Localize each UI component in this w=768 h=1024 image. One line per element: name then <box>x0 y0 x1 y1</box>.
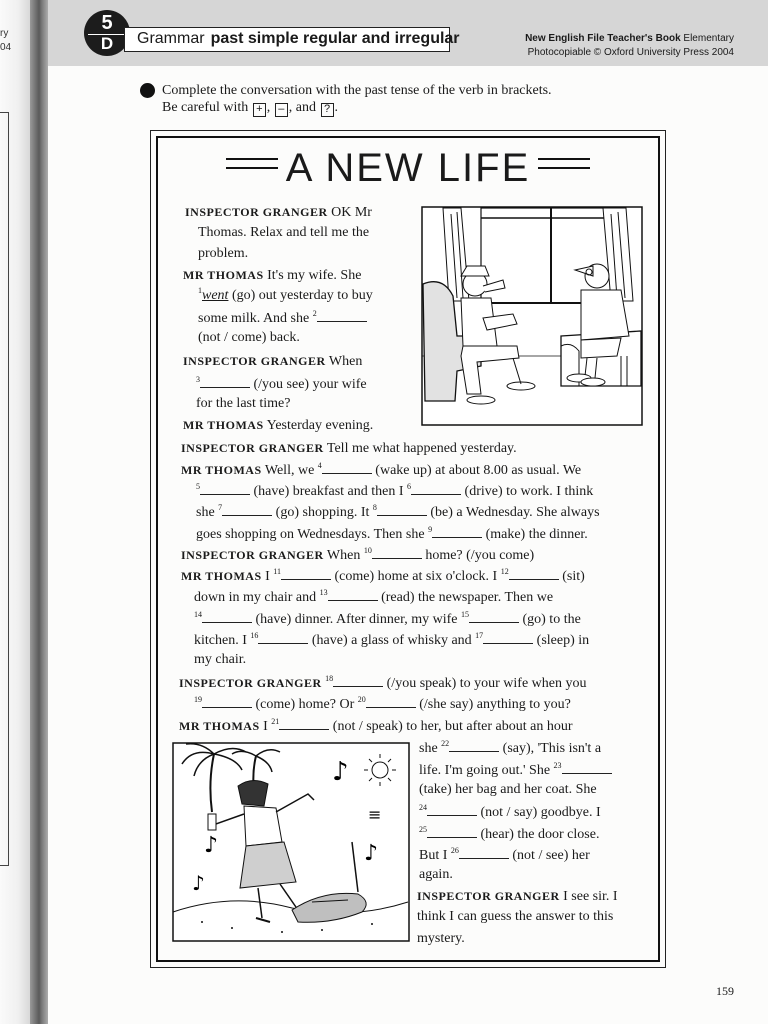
answer-blank[interactable] <box>202 609 252 623</box>
speaker-name: MR THOMAS <box>183 418 264 432</box>
answer-blank[interactable] <box>459 845 509 859</box>
story-line: some milk. And she $^2$ <box>198 308 367 328</box>
question-number: 5 <box>196 482 200 491</box>
grammar-label: Grammar <box>137 30 205 47</box>
story-line: my chair. <box>194 652 247 667</box>
page-number: 159 <box>716 984 734 998</box>
story-line: down in my chair and $^{13}$ (read) the newspaper. Then we <box>194 588 554 605</box>
example-answer: went <box>202 288 229 303</box>
answer-blank[interactable] <box>449 738 499 752</box>
story-line: Thomas. Relax and tell me the <box>198 225 370 240</box>
story-line: goes shopping on Wednesdays. Then she $^9$ (make) the dinner. <box>196 525 588 542</box>
question-symbol-icon: ? <box>321 103 334 117</box>
question-number: 24 <box>419 803 427 812</box>
book-gutter <box>30 0 50 1024</box>
answer-blank[interactable] <box>427 802 477 816</box>
answer-blank[interactable] <box>333 673 383 687</box>
question-number: 4 <box>317 461 322 470</box>
story-line: MR THOMAS Well, we $^4$ (wake up) at about 8.00 as usual. We <box>181 461 582 478</box>
question-number: 2 <box>312 309 317 318</box>
answer-blank[interactable] <box>366 694 416 708</box>
story-line: problem. <box>198 246 249 261</box>
question-number: 18 <box>325 674 334 683</box>
answer-blank[interactable] <box>222 502 272 516</box>
grammar-title-box <box>124 27 460 52</box>
title-rule-right <box>538 158 590 169</box>
question-number: 22 <box>441 739 450 748</box>
story-line: kitchen. I $^{16}$ (have) a glass of whisky and $^{17}$ (sleep) in <box>194 631 590 648</box>
question-number: 20 <box>357 695 366 704</box>
speaker-name: INSPECTOR GRANGER <box>181 548 324 562</box>
speaker-name: MR THOMAS <box>183 268 264 282</box>
story-line: she $^7$ (go) shopping. It $^8$ (be) a Wednesday. She always <box>196 503 600 520</box>
question-number: 25 <box>419 825 427 834</box>
story-line: But I $^{26}$ (not / see) her <box>419 846 590 863</box>
speaker-name: MR THOMAS <box>179 719 260 733</box>
story-line: MR THOMAS Yesterday evening. <box>183 418 374 433</box>
answer-blank[interactable] <box>328 587 378 601</box>
answer-blank[interactable] <box>427 824 477 838</box>
answer-blank[interactable] <box>469 609 519 623</box>
question-number: 21 <box>271 717 280 726</box>
speaker-name: MR THOMAS <box>181 569 262 583</box>
left-page-fragment: 04 <box>0 42 12 53</box>
question-number: 23 <box>553 761 562 770</box>
speaker-name: INSPECTOR GRANGER <box>185 205 328 219</box>
answer-blank[interactable] <box>322 460 372 474</box>
story-line: $^3$ (/you see) your wife <box>196 375 367 392</box>
speaker-name: INSPECTOR GRANGER <box>183 354 326 368</box>
question-number: 14 <box>194 610 202 619</box>
interview-illustration <box>421 206 643 426</box>
answer-blank[interactable] <box>562 760 612 774</box>
question-number: 15 <box>460 610 469 619</box>
story-line: INSPECTOR GRANGER Tell me what happened yesterday. <box>181 441 517 456</box>
answer-blank[interactable] <box>200 481 250 495</box>
island-illustration <box>172 742 410 942</box>
left-page-box <box>0 112 9 866</box>
question-number: 3 <box>196 375 200 384</box>
question-number: 7 <box>218 503 223 512</box>
svg-text:♪: ♪ <box>192 871 205 895</box>
question-number: 16 <box>250 631 259 640</box>
unit-letter: D <box>100 34 114 53</box>
question-number: 19 <box>194 695 202 704</box>
story-line: $^{19}$ (come) home? Or $^{20}$ (/she say) anything to you? <box>194 695 571 712</box>
question-number: 10 <box>363 546 372 555</box>
answer-blank[interactable] <box>432 524 482 538</box>
story-line: $^{14}$ (have) dinner. After dinner, my wife $^{15}$ (go) to the <box>194 610 581 627</box>
book-title: New English File Teacher's Book <box>525 33 681 44</box>
story-line: $^{24}$ (not / say) goodbye. I <box>419 803 601 820</box>
question-number: 26 <box>450 846 459 855</box>
question-number: 11 <box>273 567 281 576</box>
book-info <box>525 32 734 60</box>
instruction-line-1: Complete the conversation with the past tense of the verb in brackets. <box>162 83 552 98</box>
question-number: 12 <box>500 567 509 576</box>
story-line: MR THOMAS I $^{21}$ (not / speak) to her, but after about an hour <box>179 717 573 734</box>
story-line: mystery. <box>417 931 465 946</box>
story-line: think I can guess the answer to this <box>417 909 614 924</box>
svg-text:♪: ♪ <box>364 841 379 866</box>
book-level: Elementary <box>680 33 734 44</box>
story-title: A NEW LIFE <box>160 142 656 194</box>
story-line: INSPECTOR GRANGER When $^{10}$ home? (/you come) <box>181 546 535 563</box>
answer-blank[interactable] <box>372 545 422 559</box>
question-number: 6 <box>407 482 412 491</box>
grammar-topic: past simple regular and irregular <box>210 30 460 47</box>
svg-text:♪: ♪ <box>332 757 349 787</box>
story-line: MR THOMAS I $^{11}$ (come) home at six o'clock. I $^{12}$ (sit) <box>181 567 585 584</box>
title-rule-left <box>226 158 278 169</box>
bullet-icon <box>140 83 155 98</box>
minus-symbol-icon: – <box>275 103 288 117</box>
speaker-name: INSPECTOR GRANGER <box>179 676 322 690</box>
answer-blank[interactable] <box>509 566 559 580</box>
svg-text:≡: ≡ <box>368 805 382 824</box>
answer-blank[interactable] <box>279 716 329 730</box>
story-line: $^5$ (have) breakfast and then I $^6$ (drive) to work. I think <box>196 482 594 499</box>
story-line: INSPECTOR GRANGER OK Mr <box>185 205 372 220</box>
story-line: INSPECTOR GRANGER I see sir. I <box>417 889 618 904</box>
question-number: 1 <box>198 286 202 295</box>
copyright: Photocopiable © Oxford University Press 2004 <box>527 47 734 58</box>
answer-blank[interactable] <box>281 566 331 580</box>
story-line: again. <box>419 867 453 882</box>
instruction <box>162 82 642 117</box>
story-line: MR THOMAS It's my wife. She <box>183 268 362 283</box>
plus-symbol-icon: + <box>253 103 266 117</box>
question-number: 9 <box>428 525 433 534</box>
question-number: 13 <box>319 588 328 597</box>
story-line: (take) her bag and her coat. She <box>419 782 597 797</box>
answer-blank[interactable] <box>258 630 308 644</box>
left-page-fragment: ry <box>0 28 9 39</box>
story-line: $^{25}$ (hear) the door close. <box>419 825 600 842</box>
answer-blank[interactable] <box>200 374 250 388</box>
answer-blank[interactable] <box>202 694 252 708</box>
unit-number: 5 <box>101 12 113 34</box>
answer-blank[interactable] <box>377 502 427 516</box>
story-line: INSPECTOR GRANGER $^{18}$ (/you speak) to your wife when you <box>179 674 587 691</box>
left-page-edge <box>0 0 30 1024</box>
story-line: she $^{22}$ (say), 'This isn't a <box>419 739 602 756</box>
question-number: 8 <box>372 503 377 512</box>
speaker-name: INSPECTOR GRANGER <box>417 889 560 903</box>
speaker-name: INSPECTOR GRANGER <box>181 441 324 455</box>
answer-blank[interactable] <box>411 481 461 495</box>
answer-blank[interactable] <box>317 308 367 322</box>
instruction-line-2: Be careful with + , – , and ? . <box>162 100 339 115</box>
story-line: INSPECTOR GRANGER When <box>183 354 363 369</box>
svg-text:♪: ♪ <box>204 833 219 858</box>
story-line: life. I'm going out.' She $^{23}$ <box>419 760 612 780</box>
question-number: 17 <box>475 631 484 640</box>
answer-blank[interactable] <box>483 630 533 644</box>
story-line: $^1$went (go) out yesterday to buy <box>198 286 373 303</box>
story-line: (not / come) back. <box>198 330 300 345</box>
story-line: for the last time? <box>196 396 291 411</box>
speaker-name: MR THOMAS <box>181 463 262 477</box>
